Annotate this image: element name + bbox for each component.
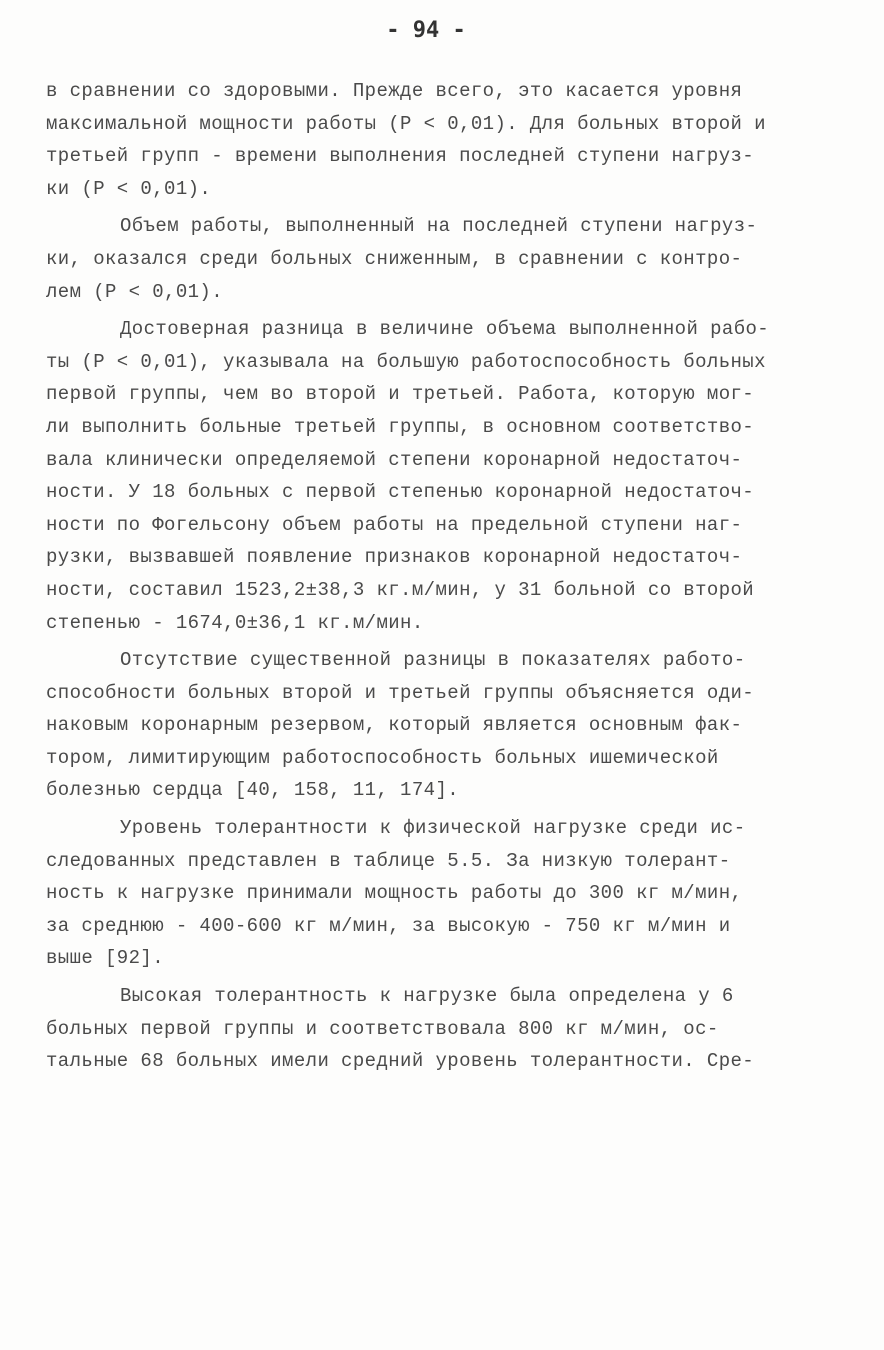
text-line: Достоверная разница в величине объема выполненной рабо- [120,318,770,341]
text-line: рузки, вызвавшей появление признаков коронарной недостаточ- [46,546,743,569]
text-line: Отсутствие существенной разницы в показателях работо- [120,649,746,672]
text-line: максимальной мощности работы (Р < 0,01). Для больных второй и [46,112,766,135]
text-line: первой группы, чем во второй и третьей. Работа, которую мог- [46,383,755,406]
text-line: ности по Фогельсону объем работы на предельной ступени наг- [46,513,743,536]
text-line: ли выполнить больные третьей группы, в основном соответство- [46,415,755,438]
text-line: ки, оказался среди больных сниженным, в сравнении с контро- [46,247,743,270]
paragraph [46,812,846,975]
text-line: в сравнении со здоровыми. Прежде всего, это касается уровня [46,80,743,102]
text-line: степенью - 1674,0±36,1 кг.м/мин. [46,611,424,634]
text-line: ность к нагрузке принимали мощность работы до 300 кг м/мин, [46,882,743,905]
text-line: за среднюю - 400-600 кг м/мин, за высокую - 750 кг м/мин и [46,914,731,937]
paragraph [46,210,846,308]
text-line: Уровень толерантности к физической нагрузке среди ис- [120,817,746,840]
text-line: следованных представлен в таблице 5.5. За низкую толерант- [46,849,731,872]
text-line: выше [92]. [46,947,165,970]
text-line: способности больных второй и третьей группы объясняется оди- [46,681,755,704]
text-line: ты (Р < 0,01), указывала на большую работоспособность больных [46,350,766,373]
paragraph [46,313,846,639]
text-line: болезнью сердца [40, 158, 11, 174]. [46,779,460,802]
text-line: больных первой группы и соответствовала 800 кг м/мин, ос- [46,1017,719,1040]
text-line: наковым коронарным резервом, который является основным фак- [46,714,743,737]
text-line: ности, составил 1523,2±38,3 кг.м/мин, у 31 больной со второй [46,578,755,601]
paragraph [46,75,846,205]
text-line: лем (Р < 0,01). [46,280,224,303]
body-text [46,75,846,1078]
page-number: - 94 - [386,18,466,43]
text-line: Объем работы, выполненный на последней ступени нагруз- [120,215,758,238]
paragraph [46,644,846,807]
text-line: третьей групп - времени выполнения последней ступени нагруз- [46,145,755,168]
text-line: ки (Р < 0,01). [46,177,212,200]
text-line: Высокая толерантность к нагрузке была определена у 6 [120,985,734,1008]
text-line: ности. У 18 больных с первой степенью коронарной недостаточ- [46,481,755,504]
text-line: тальные 68 больных имели средний уровень толерантности. Сре- [46,1050,755,1073]
paragraph [46,980,846,1078]
text-line: тором, лимитирующим работоспособность больных ишемической [46,746,719,769]
text-line: вала клинически определяемой степени коронарной недостаточ- [46,448,743,471]
